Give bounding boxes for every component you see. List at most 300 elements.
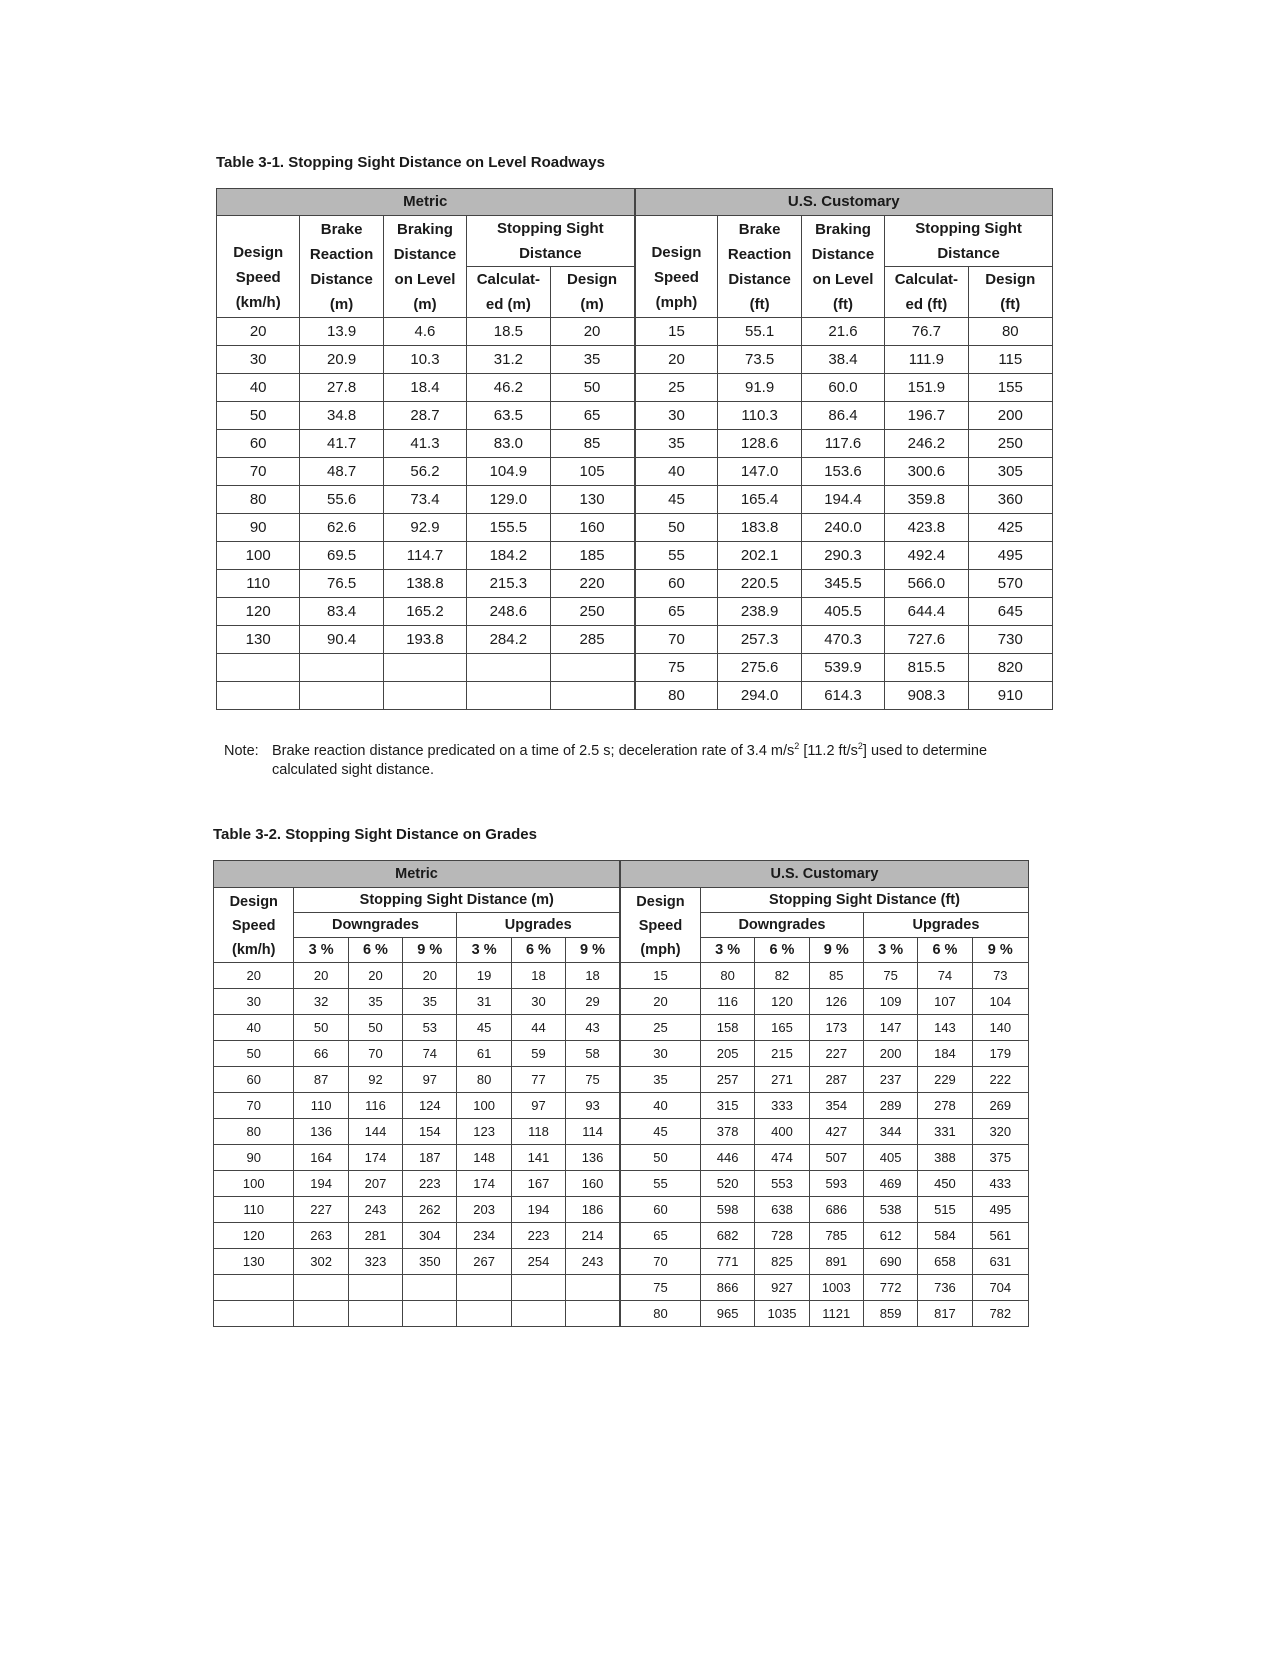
us-grade-header: 6 % [918,938,972,963]
us-cell: 644.4 [885,598,968,626]
us-cell: 40 [635,458,718,486]
us-cell: 75 [863,963,917,989]
metric-cell: 30 [217,346,300,374]
table-row [214,1093,1029,1119]
metric-cell: 304 [403,1223,457,1249]
metric-cell: 40 [214,1015,294,1041]
us-cell: 359.8 [885,486,968,514]
metric-cell [294,1301,348,1327]
us-cell: 771 [700,1249,754,1275]
us-cell: 222 [972,1067,1028,1093]
us-cell: 20 [620,989,700,1015]
metric-cell: 160 [550,514,634,542]
us-cell: 143 [918,1015,972,1041]
us-cell: 866 [700,1275,754,1301]
us-braking-distance-header: Braking Distance on Level (ft) [801,216,884,318]
metric-grade-header: 9 % [403,938,457,963]
table-row [217,346,1053,374]
metric-cell [550,654,634,682]
metric-cell: 93 [566,1093,620,1119]
table-row [217,570,1053,598]
metric-cell: 223 [511,1223,565,1249]
us-cell: 275.6 [718,654,801,682]
us-cell: 290.3 [801,542,884,570]
metric-cell: 165.2 [383,598,466,626]
us-cell: 278 [918,1093,972,1119]
us-downgrades-header: Downgrades [700,913,863,938]
us-cell: 220.5 [718,570,801,598]
metric-cell: 187 [403,1145,457,1171]
metric-cell: 43 [566,1015,620,1041]
table-3-2-caption: Table 3-2. Stopping Sight Distance on Grades [213,826,537,843]
metric-cell: 31.2 [467,346,550,374]
metric-cell: 75 [566,1067,620,1093]
metric-cell: 167 [511,1171,565,1197]
us-cell: 470.3 [801,626,884,654]
us-cell: 85 [809,963,863,989]
us-cell: 785 [809,1223,863,1249]
metric-cell: 234 [457,1223,511,1249]
metric-cell: 100 [217,542,300,570]
metric-cell: 70 [348,1041,402,1067]
metric-cell [217,654,300,682]
us-cell: 126 [809,989,863,1015]
us-brake-reaction-header: Brake Reaction Distance (ft) [718,216,801,318]
metric-cell [403,1301,457,1327]
us-cell: 690 [863,1249,917,1275]
metric-cell: 215.3 [467,570,550,598]
metric-cell: 114.7 [383,542,466,570]
us-cell: 115 [968,346,1052,374]
metric-cell: 105 [550,458,634,486]
us-cell: 271 [755,1067,809,1093]
table-row [214,1119,1029,1145]
metric-grade-header: 6 % [511,938,565,963]
metric-cell: 80 [217,486,300,514]
us-cell: 375 [972,1145,1028,1171]
metric-cell: 350 [403,1249,457,1275]
us-cell: 55.1 [718,318,801,346]
us-cell: 538 [863,1197,917,1223]
table-row [214,1067,1029,1093]
us-cell: 15 [635,318,718,346]
us-cell: 727.6 [885,626,968,654]
metric-cell: 302 [294,1249,348,1275]
metric-group-header-2: Metric [214,861,620,888]
us-cell: 645 [968,598,1052,626]
metric-cell [511,1275,565,1301]
metric-cell: 18.5 [467,318,550,346]
metric-cell: 69.5 [300,542,383,570]
table-row [214,1301,1029,1327]
metric-grade-header: 9 % [566,938,620,963]
us-cell: 1035 [755,1301,809,1327]
metric-cell: 138.8 [383,570,466,598]
metric-cell: 35 [550,346,634,374]
metric-cell [457,1301,511,1327]
note-text: Brake reaction distance predicated on a time of 2.5 s; deceleration rate of 3.4 $m/s^2$ [11.2 $ft/s^2$] used to determine calculated sight distance. [272,741,988,778]
us-cell: 35 [635,430,718,458]
metric-cell: 110 [217,570,300,598]
metric-cell: 243 [566,1249,620,1275]
us-cell: 825 [755,1249,809,1275]
metric-cell: 18 [566,963,620,989]
metric-cell: 262 [403,1197,457,1223]
metric-cell: 160 [566,1171,620,1197]
metric-cell: 90 [217,514,300,542]
us-design-header: Design (ft) [968,267,1052,318]
us-cell: 772 [863,1275,917,1301]
us-cell: 927 [755,1275,809,1301]
us-cell: 570 [968,570,1052,598]
metric-ssd-header: Stopping Sight Distance [467,216,635,267]
us-cell: 250 [968,430,1052,458]
metric-cell: 87 [294,1067,348,1093]
metric-cell: 50 [214,1041,294,1067]
metric-cell: 203 [457,1197,511,1223]
us-cell: 196.7 [885,402,968,430]
metric-cell: 97 [403,1067,457,1093]
us-design-speed-header: Design Speed (mph) [635,216,718,318]
us-cell: 427 [809,1119,863,1145]
metric-cell [467,654,550,682]
us-cell: 257.3 [718,626,801,654]
metric-brake-reaction-header: Brake Reaction Distance (m) [300,216,383,318]
us-cell: 782 [972,1301,1028,1327]
us-cell: 38.4 [801,346,884,374]
table-row [214,1015,1029,1041]
metric-cell: 193.8 [383,626,466,654]
metric-cell: 76.5 [300,570,383,598]
metric-cell: 155.5 [467,514,550,542]
table-row [217,682,1053,710]
metric-cell: 20.9 [300,346,383,374]
metric-cell: 263 [294,1223,348,1249]
table-row [214,1249,1029,1275]
us-grade-header: 6 % [755,938,809,963]
us-cell: 86.4 [801,402,884,430]
metric-cell: 136 [566,1145,620,1171]
us-cell: 74 [918,963,972,989]
metric-cell: 77 [511,1067,565,1093]
metric-cell: 66 [294,1041,348,1067]
us-cell: 492.4 [885,542,968,570]
us-cell: 35 [620,1067,700,1093]
us-cell: 45 [620,1119,700,1145]
table-row [214,1145,1029,1171]
metric-cell: 63.5 [467,402,550,430]
table-row [217,514,1053,542]
us-cell: 76.7 [885,318,968,346]
us-cell: 566.0 [885,570,968,598]
metric-cell [300,654,383,682]
metric-cell: 55.6 [300,486,383,514]
us-cell: 910 [968,682,1052,710]
us-cell: 360 [968,486,1052,514]
metric-cell: 104.9 [467,458,550,486]
metric-cell: 116 [348,1093,402,1119]
metric-downgrades-header: Downgrades [294,913,457,938]
us-cell: 50 [620,1145,700,1171]
metric-upgrades-header: Upgrades [457,913,620,938]
us-cell: 495 [968,542,1052,570]
metric-cell: 80 [457,1067,511,1093]
metric-cell: 214 [566,1223,620,1249]
us-ssd-header: Stopping Sight Distance [885,216,1053,267]
metric-cell: 20 [214,963,294,989]
metric-cell: 19 [457,963,511,989]
metric-cell: 120 [217,598,300,626]
us-cell: 507 [809,1145,863,1171]
us-cell: 179 [972,1041,1028,1067]
metric-cell [214,1301,294,1327]
us-cell: 425 [968,514,1052,542]
metric-cell: 83.4 [300,598,383,626]
us-cell: 80 [700,963,754,989]
us-cell: 20 [635,346,718,374]
us-cell: 237 [863,1067,917,1093]
metric-cell: 164 [294,1145,348,1171]
us-cell: 117.6 [801,430,884,458]
us-cell: 70 [635,626,718,654]
us-group-header-2: U.S. Customary [620,861,1029,888]
metric-cell: 73.4 [383,486,466,514]
us-grade-header: 9 % [972,938,1028,963]
metric-design-header: Design (m) [550,267,634,318]
metric-cell: 223 [403,1171,457,1197]
us-cell: 80 [620,1301,700,1327]
metric-cell: 62.6 [300,514,383,542]
us-cell: 30 [620,1041,700,1067]
us-cell: 331 [918,1119,972,1145]
table-row [217,318,1053,346]
us-cell: 165 [755,1015,809,1041]
table-row [214,963,1029,989]
metric-cell: 32 [294,989,348,1015]
us-cell: 153.6 [801,458,884,486]
metric-cell: 58 [566,1041,620,1067]
us-cell: 728 [755,1223,809,1249]
metric-cell: 85 [550,430,634,458]
metric-cell [511,1301,565,1327]
us-cell: 345.5 [801,570,884,598]
us-cell: 183.8 [718,514,801,542]
us-calculated-header: Calculat- ed (ft) [885,267,968,318]
us-cell: 305 [968,458,1052,486]
us-cell: 287 [809,1067,863,1093]
metric-cell: 60 [217,430,300,458]
us-cell: 631 [972,1249,1028,1275]
us-cell: 194.4 [801,486,884,514]
us-cell: 25 [620,1015,700,1041]
metric-cell: 220 [550,570,634,598]
metric-cell [457,1275,511,1301]
table-row [217,598,1053,626]
metric-cell: 20 [348,963,402,989]
metric-calculated-header: Calculat- ed (m) [467,267,550,318]
us-cell: 202.1 [718,542,801,570]
metric-grade-header: 6 % [348,938,402,963]
metric-cell: 184.2 [467,542,550,570]
us-cell: 229 [918,1067,972,1093]
us-cell: 294.0 [718,682,801,710]
us-cell: 73 [972,963,1028,989]
us-cell: 184 [918,1041,972,1067]
metric-group-header: Metric [217,189,635,216]
metric-cell: 129.0 [467,486,550,514]
us-cell: 965 [700,1301,754,1327]
metric-cell: 110 [294,1093,348,1119]
metric-cell: 56.2 [383,458,466,486]
us-cell: 155 [968,374,1052,402]
metric-cell: 20 [403,963,457,989]
us-cell: 423.8 [885,514,968,542]
us-cell: 269 [972,1093,1028,1119]
metric-cell: 28.7 [383,402,466,430]
us-cell: 21.6 [801,318,884,346]
table-row [217,654,1053,682]
metric-cell: 90 [214,1145,294,1171]
table-row [217,486,1053,514]
us-cell: 60 [635,570,718,598]
metric-cell: 248.6 [467,598,550,626]
us-cell: 730 [968,626,1052,654]
us-cell: 80 [635,682,718,710]
us-cell: 246.2 [885,430,968,458]
us-cell: 238.9 [718,598,801,626]
us-cell: 300.6 [885,458,968,486]
us-cell: 704 [972,1275,1028,1301]
metric-cell [348,1275,402,1301]
metric-cell: 41.7 [300,430,383,458]
metric-cell [383,682,466,710]
us-cell: 1003 [809,1275,863,1301]
us-cell: 344 [863,1119,917,1145]
metric-cell: 100 [214,1171,294,1197]
table-3-2 [213,860,1029,1327]
us-cell: 120 [755,989,809,1015]
metric-cell: 130 [214,1249,294,1275]
us-cell: 91.9 [718,374,801,402]
metric-cell: 29 [566,989,620,1015]
us-cell: 200 [863,1041,917,1067]
us-cell: 561 [972,1223,1028,1249]
metric-cell: 144 [348,1119,402,1145]
metric-cell: 90.4 [300,626,383,654]
us-cell: 682 [700,1223,754,1249]
metric-cell: 60 [214,1067,294,1093]
metric-cell: 194 [294,1171,348,1197]
metric-cell: 154 [403,1119,457,1145]
table-row [214,1197,1029,1223]
table-row [214,989,1029,1015]
table-row [214,1171,1029,1197]
us-cell: 333 [755,1093,809,1119]
us-cell: 116 [700,989,754,1015]
us-cell: 75 [635,654,718,682]
us-grade-header: 9 % [809,938,863,963]
metric-cell: 227 [294,1197,348,1223]
metric-cell: 48.7 [300,458,383,486]
metric-cell: 114 [566,1119,620,1145]
metric-cell: 27.8 [300,374,383,402]
us-cell: 469 [863,1171,917,1197]
us-cell: 107 [918,989,972,1015]
us-cell: 593 [809,1171,863,1197]
metric-cell: 30 [511,989,565,1015]
us-cell: 446 [700,1145,754,1171]
metric-cell [566,1301,620,1327]
metric-cell: 65 [550,402,634,430]
table-row [217,374,1053,402]
metric-cell: 92.9 [383,514,466,542]
us-cell: 686 [809,1197,863,1223]
metric-cell: 80 [214,1119,294,1145]
us-cell: 55 [620,1171,700,1197]
us-cell: 165.4 [718,486,801,514]
metric-cell: 136 [294,1119,348,1145]
metric-design-speed-header-2: Design Speed (km/h) [214,888,294,963]
metric-cell: 20 [550,318,634,346]
metric-cell: 46.2 [467,374,550,402]
us-cell: 200 [968,402,1052,430]
metric-cell: 50 [348,1015,402,1041]
us-cell: 128.6 [718,430,801,458]
us-cell: 45 [635,486,718,514]
metric-cell: 41.3 [383,430,466,458]
us-cell: 60.0 [801,374,884,402]
table-3-1 [216,188,1053,710]
us-cell: 151.9 [885,374,968,402]
metric-cell: 20 [217,318,300,346]
metric-cell: 34.8 [300,402,383,430]
us-cell: 215 [755,1041,809,1067]
us-cell: 658 [918,1249,972,1275]
us-grade-header: 3 % [863,938,917,963]
table-row [217,402,1053,430]
us-ssd-header-2: Stopping Sight Distance (ft) [700,888,1028,913]
us-cell: 614.3 [801,682,884,710]
metric-cell: 70 [217,458,300,486]
us-group-header: U.S. Customary [635,189,1053,216]
metric-cell [383,654,466,682]
us-cell: 173 [809,1015,863,1041]
metric-cell: 10.3 [383,346,466,374]
metric-cell: 174 [457,1171,511,1197]
table-row [217,458,1053,486]
us-cell: 40 [620,1093,700,1119]
metric-cell: 110 [214,1197,294,1223]
us-cell: 400 [755,1119,809,1145]
us-cell: 111.9 [885,346,968,374]
metric-cell: 53 [403,1015,457,1041]
us-cell: 73.5 [718,346,801,374]
metric-cell: 194 [511,1197,565,1223]
metric-cell: 285 [550,626,634,654]
us-cell: 520 [700,1171,754,1197]
metric-cell: 70 [214,1093,294,1119]
us-cell: 104 [972,989,1028,1015]
us-cell: 539.9 [801,654,884,682]
us-cell: 815.5 [885,654,968,682]
us-upgrades-header: Upgrades [863,913,1028,938]
table-row [217,626,1053,654]
metric-cell [403,1275,457,1301]
metric-cell: 130 [550,486,634,514]
us-cell: 82 [755,963,809,989]
us-cell: 158 [700,1015,754,1041]
us-cell: 240.0 [801,514,884,542]
